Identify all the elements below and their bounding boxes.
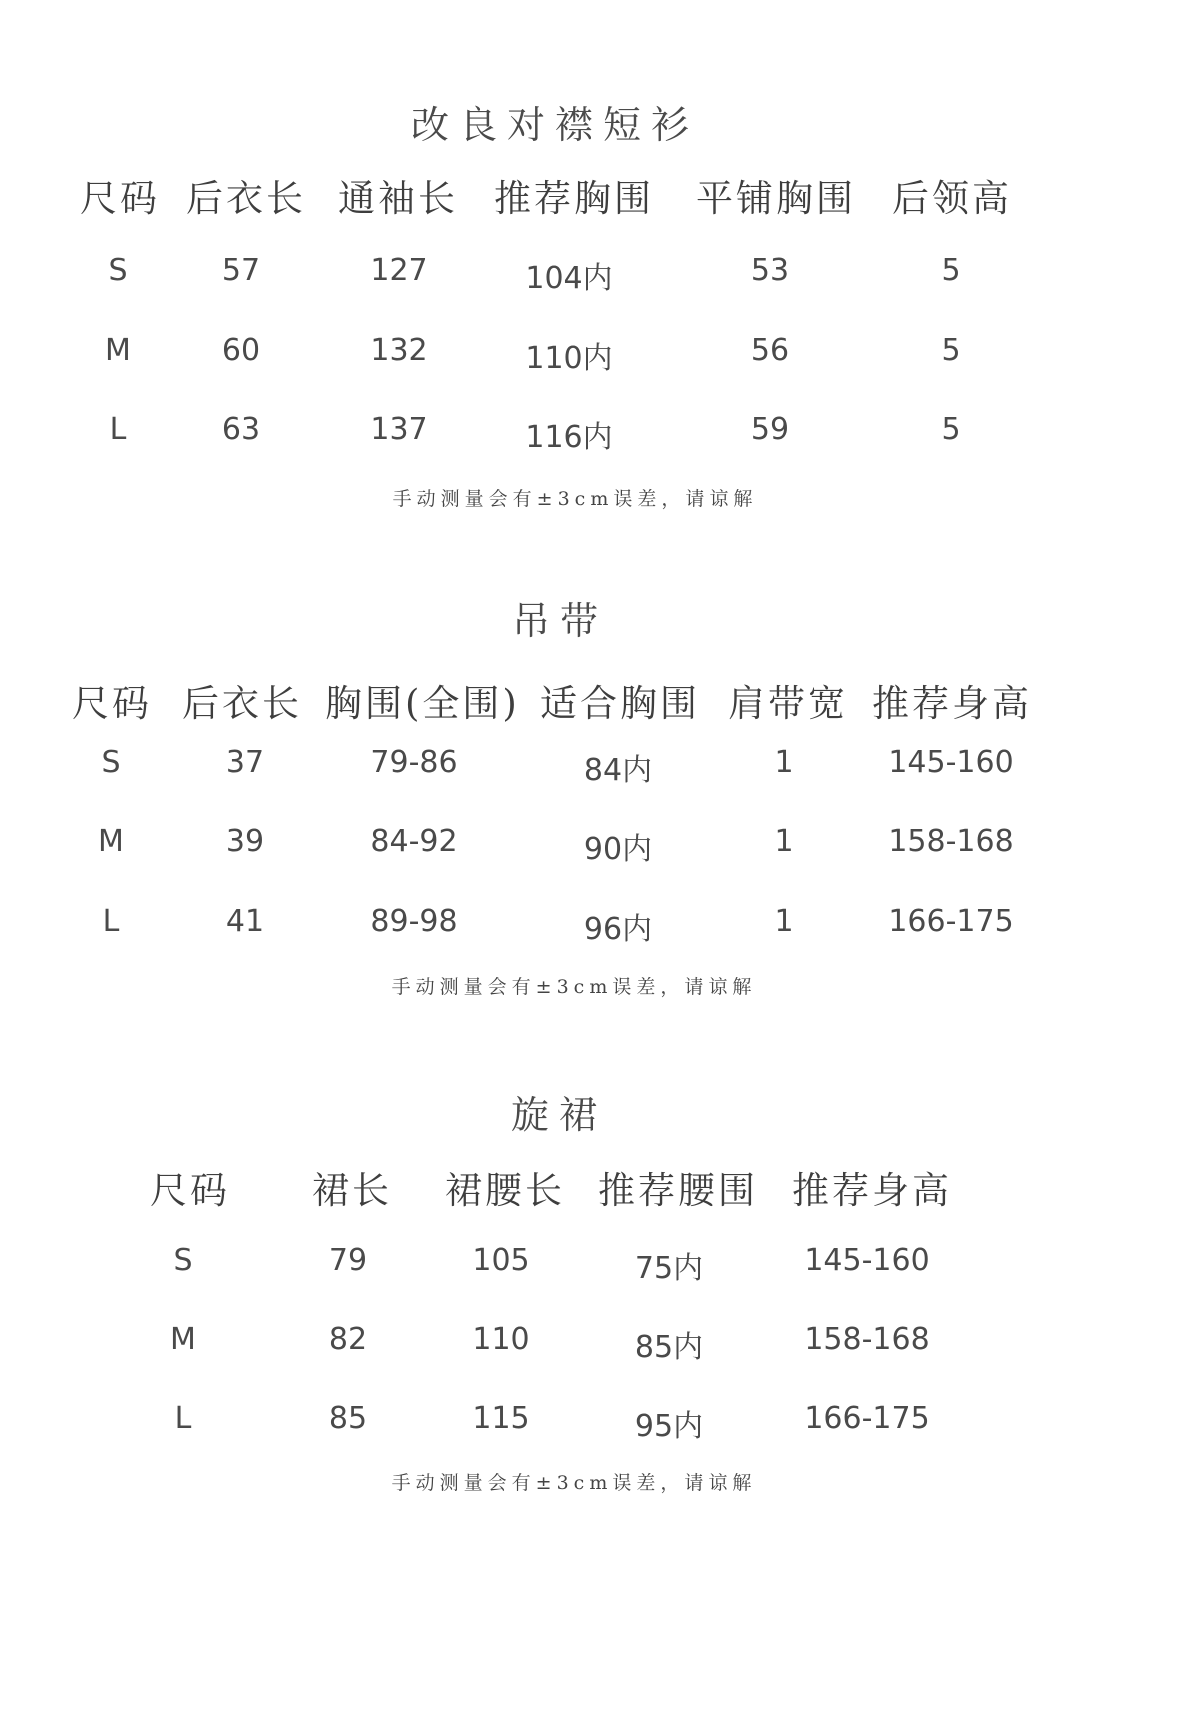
section-title: 改良对襟短衫 (410, 103, 700, 147)
cell-value: 79 (328, 1243, 368, 1278)
cell-value: 84内 (583, 753, 653, 788)
cell-value: 60 (221, 333, 261, 368)
cell-value: 82 (328, 1322, 368, 1357)
header-size: 尺码 (150, 1169, 230, 1212)
cell-size: S (108, 253, 128, 288)
cell-value: 1 (774, 745, 794, 780)
cell-value: 145-160 (888, 745, 1014, 780)
cell-value: 89-98 (370, 904, 458, 939)
header-back-length: 后衣长 (182, 682, 302, 725)
measurement-note: 手动测量会有±3cm误差，请谅解 (391, 1472, 757, 1494)
cell-value: 116内 (525, 420, 613, 455)
cell-value: 166-175 (804, 1401, 930, 1436)
cell-value: 104内 (525, 261, 613, 296)
header-size: 尺码 (80, 177, 160, 220)
cell-value: 95内 (634, 1409, 704, 1444)
cell-value: 132 (370, 333, 428, 368)
cell-value: 75内 (634, 1251, 704, 1286)
cell-value: 1 (774, 824, 794, 859)
header-skirt-length: 裙长 (312, 1169, 392, 1212)
cell-value: 37 (225, 745, 265, 780)
header-back-length: 后衣长 (186, 177, 306, 220)
cell-size: M (105, 333, 131, 368)
cell-value: 90内 (583, 832, 653, 867)
cell-value: 84-92 (370, 824, 458, 859)
cell-size: S (101, 745, 121, 780)
measurement-note: 手动测量会有±3cm误差，请谅解 (391, 976, 757, 998)
cell-size: L (102, 904, 120, 939)
section-title: 旋裙 (510, 1093, 608, 1137)
cell-value: 85内 (634, 1330, 704, 1365)
cell-value: 63 (221, 412, 261, 447)
cell-size: M (98, 824, 124, 859)
cell-size: L (109, 412, 127, 447)
header-bust-full: 胸围(全围) (325, 682, 520, 725)
header-recommended-bust: 推荐胸围 (494, 177, 654, 220)
cell-value: 145-160 (804, 1243, 930, 1278)
cell-value: 127 (370, 253, 428, 288)
cell-value: 59 (750, 412, 790, 447)
header-size: 尺码 (72, 682, 152, 725)
cell-size: M (170, 1322, 196, 1357)
header-recommended-height: 推荐身高 (872, 682, 1032, 725)
cell-size: L (174, 1401, 192, 1436)
cell-value: 53 (750, 253, 790, 288)
header-sleeve-length: 通袖长 (338, 177, 458, 220)
measurement-note: 手动测量会有±3cm误差，请谅解 (392, 488, 758, 510)
cell-value: 166-175 (888, 904, 1014, 939)
header-collar-height: 后领高 (892, 177, 1012, 220)
cell-value: 110 (472, 1322, 530, 1357)
cell-value: 158-168 (888, 824, 1014, 859)
cell-value: 158-168 (804, 1322, 930, 1357)
section-title: 吊带 (511, 599, 609, 643)
cell-value: 41 (225, 904, 265, 939)
header-flat-bust: 平铺胸围 (696, 177, 856, 220)
header-recommended-height: 推荐身高 (792, 1169, 952, 1212)
cell-value: 105 (472, 1243, 530, 1278)
cell-value: 39 (225, 824, 265, 859)
cell-value: 137 (370, 412, 428, 447)
cell-value: 56 (750, 333, 790, 368)
header-strap-width: 肩带宽 (728, 682, 848, 725)
cell-value: 5 (941, 412, 961, 447)
cell-value: 79-86 (370, 745, 458, 780)
cell-value: 115 (472, 1401, 530, 1436)
cell-value: 96内 (583, 912, 653, 947)
cell-value: 5 (941, 333, 961, 368)
cell-size: S (173, 1243, 193, 1278)
cell-value: 57 (221, 253, 261, 288)
header-recommended-waist: 推荐腰围 (598, 1169, 758, 1212)
cell-value: 1 (774, 904, 794, 939)
cell-value: 5 (941, 253, 961, 288)
cell-value: 110内 (525, 341, 613, 376)
cell-value: 85 (328, 1401, 368, 1436)
header-skirt-waist: 裙腰长 (445, 1169, 565, 1212)
header-fit-bust: 适合胸围 (540, 682, 700, 725)
